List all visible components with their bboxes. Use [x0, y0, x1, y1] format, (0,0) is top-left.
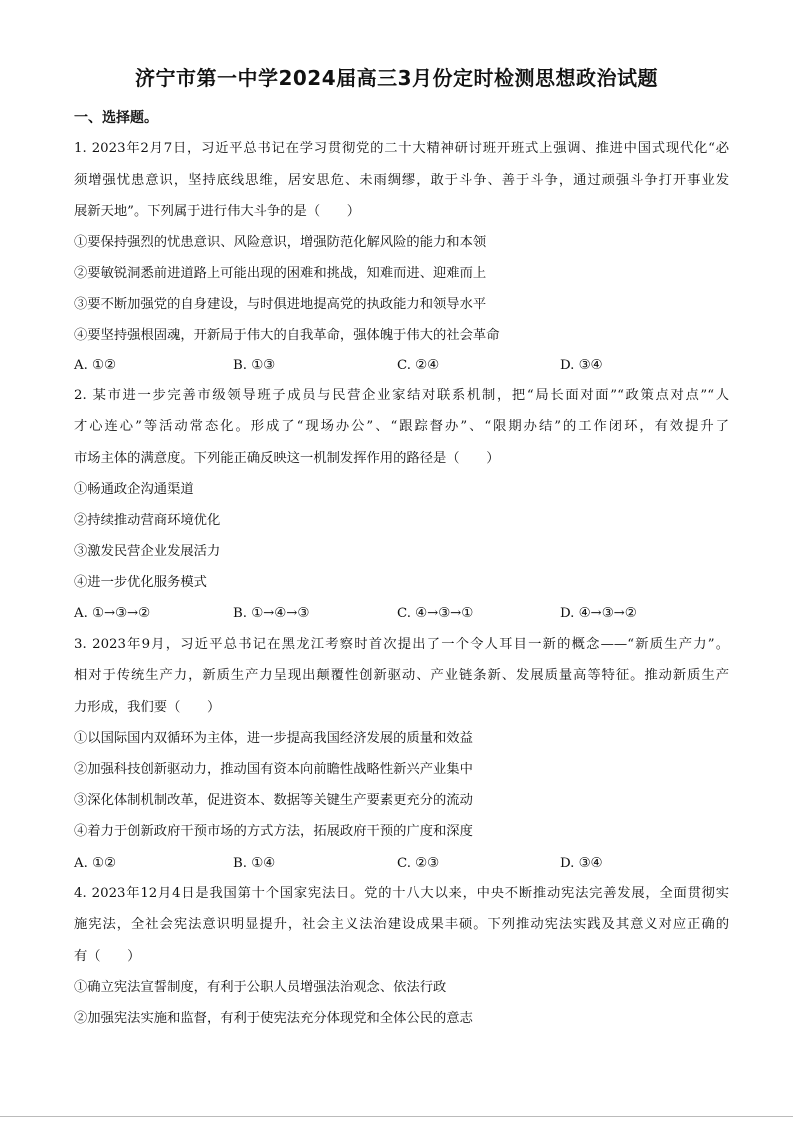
q2-option-b: B. ①→④→③ — [233, 606, 310, 621]
q1-option-b: B. ①③ — [233, 358, 276, 373]
q3-statement-3: ③深化体制机制改革，促进资本、数据等关键生产要素更充分的流动 — [74, 793, 473, 808]
q2-stem-line-2: 才心连心”等活动常态化。形成了“现场办公”、“跟踪督办”、“限期办结”的工作闭环，有效提升了 — [74, 419, 729, 434]
q2-option-a: A. ①→③→② — [74, 606, 151, 621]
q3-option-a: A. ①② — [74, 856, 116, 871]
q3-option-d: D. ③④ — [560, 856, 603, 871]
q3-statement-1: ①以国际国内双循环为主体，进一步提高我国经济发展的质量和效益 — [74, 731, 473, 746]
q1-statement-2: ②要敏锐洞悉前进道路上可能出现的困难和挑战，知难而进、迎难而上 — [74, 266, 487, 281]
q4-statement-2: ②加强宪法实施和监督，有利于使宪法充分体现党和全体公民的意志 — [74, 1011, 473, 1026]
q3-statement-4: ④着力于创新政府干预市场的方式方法，拓展政府干预的广度和深度 — [74, 824, 473, 839]
q2-statement-2: ②持续推动营商环境优化 — [74, 513, 221, 528]
q3-stem-line-1: 3. 2023年9月，习近平总书记在黑龙江考察时首次提出了一个令人耳目一新的概念——“新质生产力”。 — [74, 637, 729, 652]
section-heading: 一、选择题。 — [74, 110, 158, 126]
q2-stem-line-1: 2. 某市进一步完善市级领导班子成员与民营企业家结对联系机制，把“局长面对面”“政策点对点”“人 — [74, 388, 729, 403]
q4-statement-1: ①确立宪法宣誓制度，有利于公职人员增强法治观念、依法行政 — [74, 980, 447, 995]
q3-stem-line-3: 力形成，我们要（ ） — [74, 700, 221, 715]
q2-option-d: D. ④→③→② — [560, 606, 637, 621]
page-bottom-rule — [0, 1116, 793, 1117]
q3-stem-line-2: 相对于传统生产力，新质生产力呈现出颠覆性创新驱动、产业链条新、发展质量高等特征。推动新质生产 — [74, 668, 729, 683]
q4-stem-line-2: 施宪法，全社会宪法意识明显提升，社会主义法治建设成果丰硕。下列推动宪法实践及其意义对应正确的 — [74, 917, 729, 932]
q3-statement-2: ②加强科技创新驱动力，推动国有资本向前瞻性战略性新兴产业集中 — [74, 762, 473, 777]
q1-option-a: A. ①② — [74, 358, 116, 373]
q2-statement-3: ③激发民营企业发展活力 — [74, 544, 221, 559]
q4-stem-line-3: 有（ ） — [74, 949, 141, 964]
q3-option-b: B. ①④ — [233, 856, 276, 871]
q4-stem-line-1: 4. 2023年12月4日是我国第十个国家宪法日。党的十八大以来，中央不断推动宪法完善发展，全面贯彻实 — [74, 886, 729, 901]
q1-stem-line-3: 展新天地”。下列属于进行伟大斗争的是（ ） — [74, 204, 361, 219]
q2-option-c: C. ④→③→① — [397, 606, 474, 621]
q1-option-c: C. ②④ — [397, 358, 439, 373]
q2-statement-1: ①畅通政企沟通渠道 — [74, 482, 194, 497]
q1-stem-line-1: 1. 2023年2月7日，习近平总书记在学习贯彻党的二十大精神研讨班开班式上强调、推进中国式现代化“必 — [74, 141, 729, 156]
q2-statement-4: ④进一步优化服务模式 — [74, 575, 207, 590]
q1-statement-3: ③要不断加强党的自身建设，与时俱进地提高党的执政能力和领导水平 — [74, 297, 487, 312]
page-title: 济宁市第一中学2024届高三3月份定时检测思想政治试题 — [134, 66, 659, 90]
q1-statement-4: ④要坚持强根固魂，开新局于伟大的自我革命，强体魄于伟大的社会革命 — [74, 328, 500, 343]
q1-statement-1: ①要保持强烈的忧患意识、风险意识，增强防范化解风险的能力和本领 — [74, 235, 487, 250]
q2-stem-line-3: 市场主体的满意度。下列能正确反映这一机制发挥作用的路径是（ ） — [74, 451, 500, 466]
q1-stem-line-2: 须增强忧患意识，坚持底线思维，居安思危、未雨绸缪，敢于斗争、善于斗争，通过顽强斗争打开事业发 — [74, 173, 729, 188]
q3-option-c: C. ②③ — [397, 856, 439, 871]
q1-option-d: D. ③④ — [560, 358, 603, 373]
